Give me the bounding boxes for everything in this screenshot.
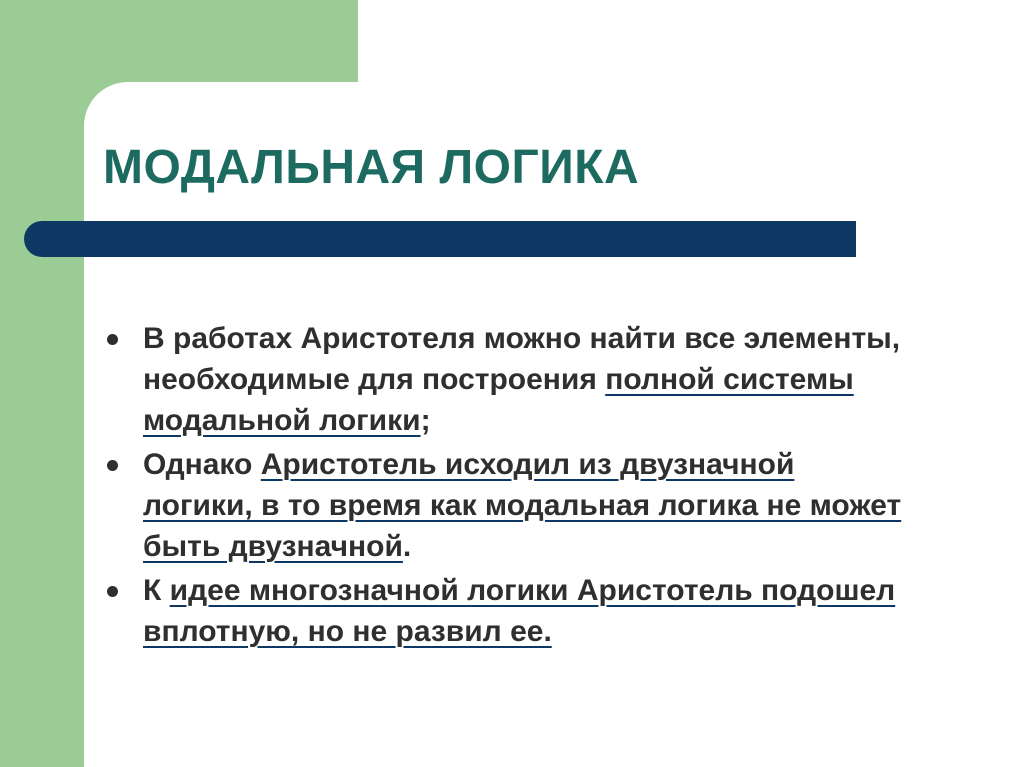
bullet-item bbox=[104, 570, 904, 652]
bullet-dot-icon bbox=[107, 460, 118, 471]
slide-title: МОДАЛЬНАЯ ЛОГИКА bbox=[103, 141, 640, 194]
bullet-list bbox=[104, 318, 904, 655]
title-divider-bar bbox=[24, 221, 856, 257]
bullet-hyperlink[interactable]: полной системы модальной логики bbox=[143, 363, 854, 437]
bullet-text: Однако bbox=[143, 448, 261, 481]
bullet-hyperlink[interactable]: Аристотель исходил из двузначной логики, в то время как модальная логика не может быть двузначной bbox=[143, 448, 902, 563]
bullet-text: В работах Аристотеля можно найти все элементы, необходимые для построения bbox=[143, 322, 901, 396]
bullet-item bbox=[104, 444, 904, 567]
bullet-dot-icon bbox=[107, 334, 118, 345]
bullet-item bbox=[104, 318, 904, 441]
bullet-text-suffix: . bbox=[402, 530, 412, 563]
bullet-dot-icon bbox=[107, 586, 118, 597]
bullet-text: К bbox=[143, 574, 170, 607]
bullet-text-suffix: ; bbox=[420, 404, 431, 437]
bullet-hyperlink[interactable]: идее многозначной логики Аристотель подошел вплотную, но не развил ее. bbox=[143, 574, 896, 648]
